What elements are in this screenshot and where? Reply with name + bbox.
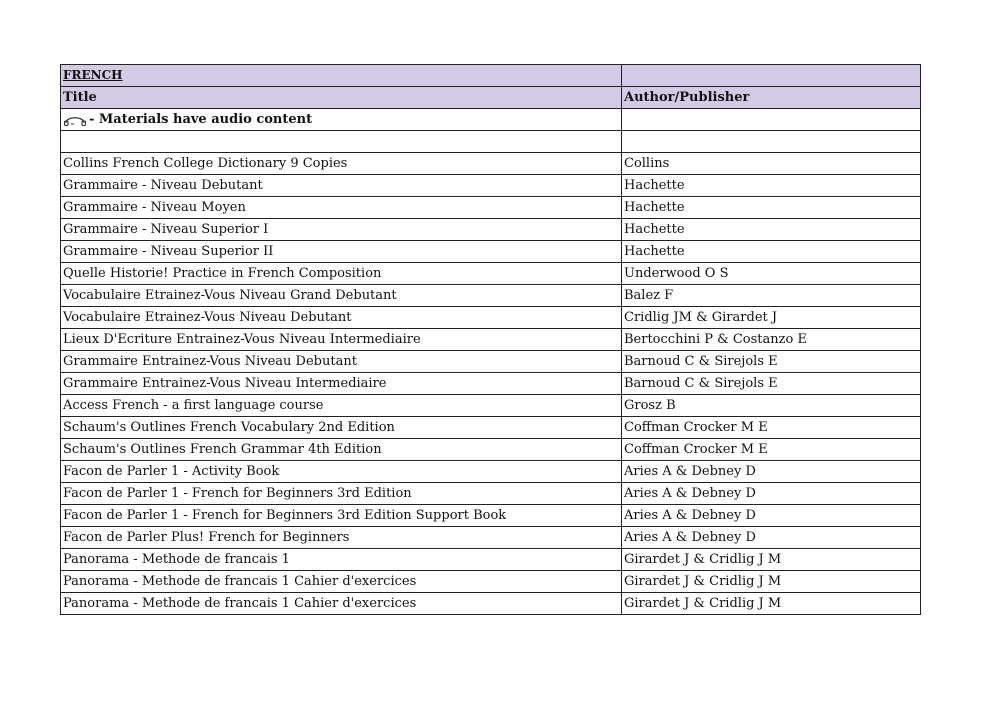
table-body [61,65,921,615]
book-title-cell: Facon de Parler Plus! French for Beginners [61,527,622,549]
table-row [61,307,921,329]
book-author-cell: Bertocchini P & Costanzo E [622,329,921,351]
book-author-cell: Barnoud C & Sirejols E [622,373,921,395]
book-author-cell: Grosz B [622,395,921,417]
headphones-icon [63,114,87,126]
audio-legend-cell [61,109,622,131]
table-row [61,197,921,219]
book-author-cell: Balez F [622,285,921,307]
audio-legend-text: - Materials have audio content [89,112,313,127]
book-title-cell: Grammaire - Niveau Superior II [61,241,622,263]
table-row [61,395,921,417]
book-author-cell: Cridlig JM & Girardet J [622,307,921,329]
table-row [61,219,921,241]
table-row [61,175,921,197]
book-title-cell: Collins French College Dictionary 9 Copies [61,153,622,175]
spacer-cell [622,131,921,153]
book-author-cell: Girardet J & Cridlig J M [622,593,921,615]
book-author-cell: Barnoud C & Sirejols E [622,351,921,373]
book-title-cell: Facon de Parler 1 - Activity Book [61,461,622,483]
book-author-cell: Hachette [622,241,921,263]
section-title: FRENCH [61,65,622,87]
column-header-title: Title [61,87,622,109]
book-author-cell: Aries A & Debney D [622,461,921,483]
table-row [61,505,921,527]
table-row [61,417,921,439]
book-author-cell: Coffman Crocker M E [622,417,921,439]
book-title-cell: Vocabulaire Etrainez-Vous Niveau Grand Debutant [61,285,622,307]
table-row [61,593,921,615]
table-row [61,439,921,461]
book-title-cell: Panorama - Methode de francais 1 Cahier d'exercices [61,593,622,615]
book-title-cell: Grammaire Entrainez-Vous Niveau Intermediaire [61,373,622,395]
book-list-table [60,64,921,615]
book-title-cell: Access French - a first language course [61,395,622,417]
book-author-cell: Underwood O S [622,263,921,285]
table-row [61,285,921,307]
table-row [61,373,921,395]
book-author-cell: Collins [622,153,921,175]
book-author-cell: Coffman Crocker M E [622,439,921,461]
book-title-cell: Lieux D'Ecriture Entrainez-Vous Niveau Intermediaire [61,329,622,351]
table-row [61,241,921,263]
book-author-cell: Hachette [622,175,921,197]
book-title-cell: Schaum's Outlines French Grammar 4th Edition [61,439,622,461]
book-author-cell: Hachette [622,197,921,219]
spacer-cell [61,131,622,153]
table-row [61,329,921,351]
book-author-cell: Aries A & Debney D [622,527,921,549]
audio-legend-row [61,109,921,131]
section-header-row [61,65,921,87]
audio-legend-empty-cell [622,109,921,131]
book-title-cell: Vocabulaire Etrainez-Vous Niveau Debutant [61,307,622,329]
column-header-author: Author/Publisher [622,87,921,109]
table-row [61,549,921,571]
book-author-cell: Girardet J & Cridlig J M [622,549,921,571]
book-title-cell: Panorama - Methode de francais 1 Cahier d'exercices [61,571,622,593]
book-author-cell: Hachette [622,219,921,241]
book-author-cell: Aries A & Debney D [622,483,921,505]
table-row [61,263,921,285]
table-row [61,351,921,373]
book-title-cell: Grammaire - Niveau Moyen [61,197,622,219]
book-title-cell: Quelle Historie! Practice in French Composition [61,263,622,285]
table-row [61,483,921,505]
book-title-cell: Schaum's Outlines French Vocabulary 2nd Edition [61,417,622,439]
book-title-cell: Grammaire - Niveau Superior I [61,219,622,241]
book-title-cell: Facon de Parler 1 - French for Beginners 3rd Edition [61,483,622,505]
spacer-row [61,131,921,153]
book-title-cell: Panorama - Methode de francais 1 [61,549,622,571]
book-title-cell: Grammaire Entrainez-Vous Niveau Debutant [61,351,622,373]
book-title-cell: Grammaire - Niveau Debutant [61,175,622,197]
table-row [61,153,921,175]
book-author-cell: Aries A & Debney D [622,505,921,527]
table-row [61,571,921,593]
section-header-empty-cell [622,65,921,87]
table-row [61,461,921,483]
column-header-row [61,87,921,109]
book-author-cell: Girardet J & Cridlig J M [622,571,921,593]
table-row [61,527,921,549]
book-title-cell: Facon de Parler 1 - French for Beginners 3rd Edition Support Book [61,505,622,527]
